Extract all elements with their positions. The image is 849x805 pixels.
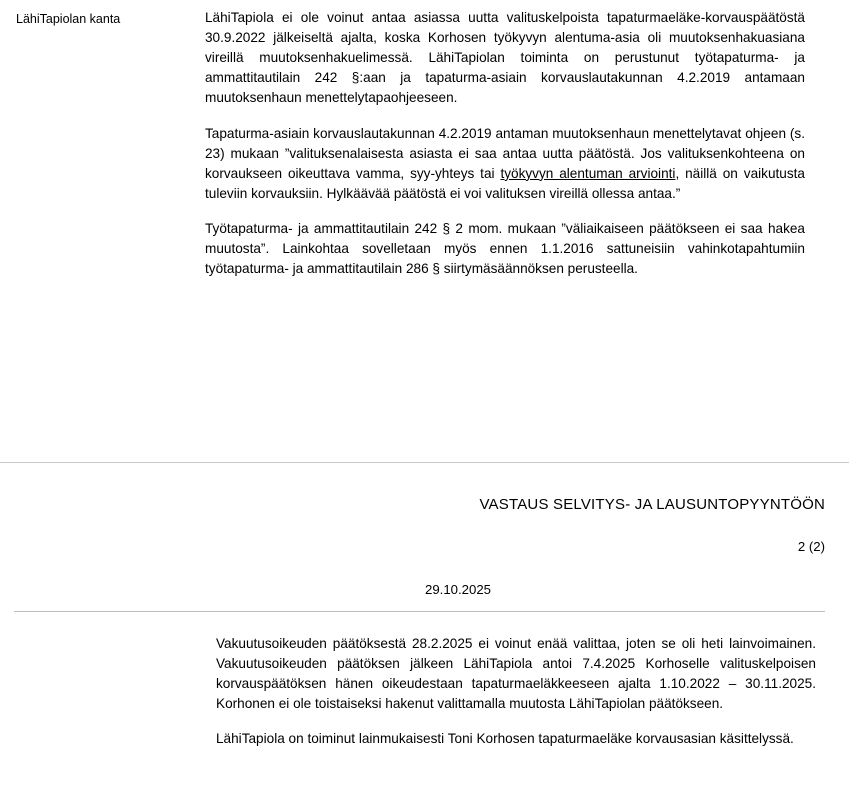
paragraph-1: LähiTapiola ei ole voinut antaa asiassa uutta valituskelpoista tapaturmaeläke-korvauspäätöstä 30.9.2022 jälkeiseltä ajalta, koska Korhosen työkyvyn alentuma-asia oli muutoksenhakuasiana vireillä muutoksenhakuelimessä. LähiTapiolan toiminta on perustunut työtapaturma- ja ammattitautilain 242 §:aan ja tapaturma-asiain korvauslautakunnan 4.2.2019 antamaan muutoksenhaun menettelytapaohjeeseen. [205,10,805,106]
lower-page-section [0,478,849,750]
paragraph-3: Työtapaturma- ja ammattitautilain 242 § 2 mom. mukaan ”väliaikaiseen päätökseen ei saa hakea muutosta”. Lainkohtaa sovelletaan myös ennen 1.1.2016 sattuneisiin vahinkotapahtumiin työtapaturma- ja ammattitautilain 286 § siirtymäsäännöksen perusteella. [205,220,805,277]
paragraph-2 [205,124,805,204]
page-break-divider [0,462,849,463]
paragraph-2-tail: , näillä on vaikutusta tuleviin korvauksiin. Hylkäävää päätöstä ei voi valituksen vireillä ollessa antaa.” [205,165,805,201]
document-title: VASTAUS SELVITYS- JA LAUSUNTOPYYNTÖÖN [479,496,825,513]
lower-paragraph-2: LähiTapiola on toiminut lainmukaisesti Toni Korhosen tapaturmaeläke korvausasian käsittelyssä. [216,731,794,747]
side-label-lahitapiolan-kanta: LähiTapiolan kanta [16,12,121,26]
lower-body-column [0,612,849,750]
header-rule [14,611,825,612]
lower-paragraph-1: Vakuutusoikeuden päätöksestä 28.2.2025 ei voinut enää valittaa, joten se oli heti lainvoimainen. Vakuutusoikeuden päätöksen jälkeen LähiTapiola antoi 7.4.2025 Korhoselle valituskelpoisen korvauspäätöksen hänen oikeudestaan tapaturmaeläkkeeseen ajalta 1.10.2022 – 30.11.2025. Korhonen ei ole toistaiseksi hakenut valittamalla muutosta LähiTapiolan päätökseen. [216,636,816,712]
page-number: 2 (2) [797,539,825,554]
upper-body-column [205,0,849,279]
upper-page-section [0,0,849,279]
underlined-phrase: työkyvyn alentuman arviointi [500,165,676,181]
paragraph-2-lead: Tapaturma-asiain korvauslautakunnan 4.2.2019 antaman muutoksenhaun menettelytavat ohjeen (s. 23) mukaan ”valituksenalaisesta asiasta ei saa antaa uutta päätöstä. Jos valituksenkohteena on korvaukseen oikeuttava vamma, syy-yhteys tai [205,125,805,181]
argument-row [0,0,849,279]
date-header-row [0,582,849,612]
document-date: 29.10.2025 [425,582,492,597]
